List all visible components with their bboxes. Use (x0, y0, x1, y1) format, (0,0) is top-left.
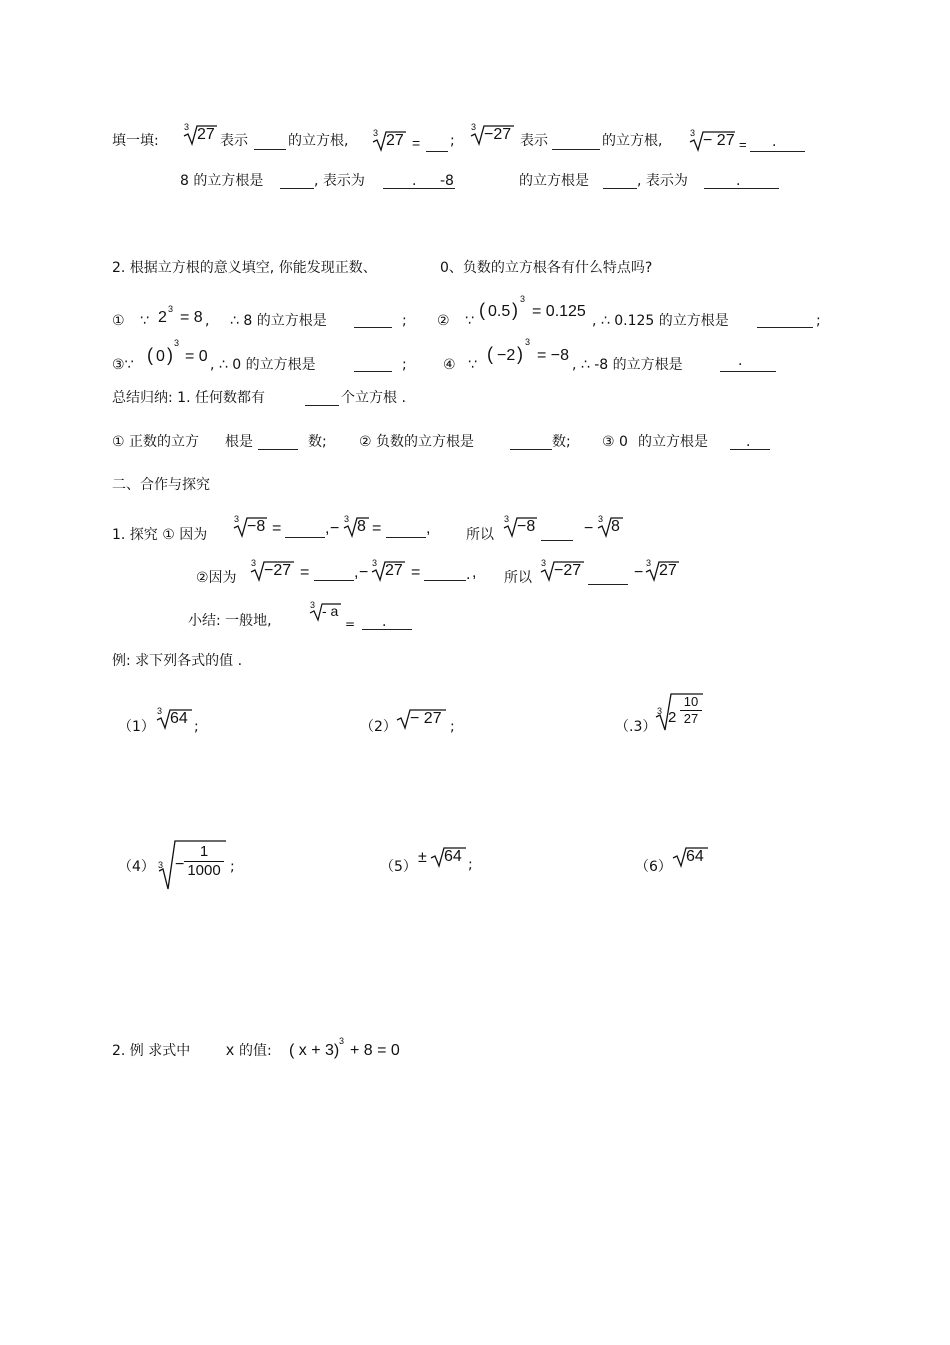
blank-15[interactable] (510, 435, 552, 450)
therefore-text: ∴ 8 的立方根是 (230, 313, 327, 329)
therefore-text: , ∴ 0 的立方根是 (210, 357, 316, 373)
blank-13[interactable] (305, 391, 339, 406)
cube-root-index: 3 (690, 128, 696, 138)
dot: . (412, 173, 417, 189)
sqrt-64: 64 (672, 846, 708, 868)
circled-4: ④ (443, 357, 456, 373)
because-symbol: ∵ (465, 313, 474, 329)
cube-root-8: 8 (343, 516, 369, 538)
dot: . (772, 134, 777, 150)
cube-root-index: 3 (251, 558, 257, 568)
left-paren: ( (487, 344, 493, 364)
blank-11[interactable] (354, 357, 392, 372)
cube-root-index: 3 (598, 514, 604, 524)
cube-root-index: 3 (471, 122, 477, 132)
blank-12[interactable] (720, 357, 776, 372)
fraction: 10 27 (680, 694, 702, 727)
blank-7[interactable] (603, 174, 637, 189)
left-paren: ( (479, 300, 485, 320)
blank-2[interactable] (426, 137, 448, 152)
blank-4[interactable] (750, 137, 805, 152)
base-2: 2 (158, 309, 167, 326)
exponent-3: 3 (174, 338, 180, 348)
so-text: 所以 (466, 527, 494, 543)
text-cube-root-is: 的立方根是 (519, 173, 589, 189)
cube-root-index: 3 (646, 558, 652, 568)
number-text: 数; (308, 434, 327, 450)
cube-root-index: 3 (310, 600, 316, 610)
exponent-3: 3 (339, 1036, 345, 1046)
minus: − (584, 520, 594, 537)
minus: − (634, 564, 644, 581)
semicolon: ; (402, 357, 407, 373)
cube-root-index: 3 (372, 558, 378, 568)
base-0-5: 0.5 (488, 303, 511, 320)
right-paren: ) (517, 344, 523, 364)
text-cube-root-of: 的立方根, (602, 133, 663, 149)
dot: . (382, 614, 387, 630)
cube-root-index: 3 (373, 128, 379, 138)
number-text: 数; (552, 434, 571, 450)
blank-17[interactable] (285, 523, 325, 538)
minus: − (330, 520, 340, 537)
cube-root-index: 3 (184, 122, 190, 132)
blank-22[interactable] (588, 570, 628, 585)
comma: , (426, 520, 431, 537)
whole-part: 2 (668, 709, 677, 726)
equals: = (412, 135, 421, 151)
explore-label: 1. 探究 ① 因为 (112, 527, 208, 543)
equals: = (345, 617, 356, 631)
semicolon: ; (402, 313, 407, 329)
blank-21[interactable] (424, 566, 466, 581)
comma: , (354, 564, 359, 581)
cube-root-index: 3 (158, 860, 164, 870)
base-neg2: −2 (497, 347, 516, 364)
base-0: 0 (156, 348, 165, 365)
blank-20[interactable] (314, 566, 354, 581)
right-paren: ) (167, 345, 173, 365)
question-2-text-cont: 0、负数的立方根各有什么特点吗? (440, 260, 653, 276)
blank-8[interactable] (704, 174, 779, 189)
fraction: 1 1000 (184, 843, 224, 880)
because-label: ②因为 (196, 570, 237, 586)
cube-root-index: 3 (344, 514, 350, 524)
section-title: 二、合作与探究 (112, 477, 210, 493)
text-represents: 表示 (520, 133, 548, 149)
minus: − (175, 856, 185, 873)
therefore-text: , ∴ 0.125 的立方根是 (592, 313, 729, 329)
problem-4-label: （4） (118, 859, 155, 875)
cube-root-neg-a: - a (309, 602, 341, 622)
problem-2-label: （2） (360, 719, 397, 735)
summary-text: 总结归纳: 1. 任何数都有 (112, 390, 265, 406)
variable-x: x (226, 1042, 234, 1059)
blank-3[interactable] (552, 135, 600, 150)
equation-left: ( x + 3) (289, 1042, 340, 1059)
cube-root-27: 27 (371, 560, 405, 582)
sqrt-64: 64 (430, 846, 466, 868)
because-symbol: ∵ (140, 313, 149, 329)
right-paren: ) (512, 300, 518, 320)
cube-root-index: 3 (541, 558, 547, 568)
zero-cube-root-text: ③ 0 (602, 434, 628, 450)
blank-10[interactable] (757, 313, 813, 328)
cube-root-27: 27 (645, 560, 679, 582)
cube-root-neg27: −27 (250, 560, 294, 582)
blank-5[interactable] (280, 174, 314, 189)
semicolon: ; (450, 719, 455, 735)
text-represents: 表示 (220, 133, 248, 149)
text-cube-root-of: 的立方根, (288, 133, 349, 149)
cube-root-index: 3 (234, 514, 240, 524)
positive-cube-root-text-2: 根是 (225, 434, 253, 450)
cube-root-neg8: −8 (503, 516, 537, 538)
blank-23[interactable] (362, 615, 412, 630)
minus: − (359, 564, 369, 581)
problem-3-label: （.3） (615, 719, 657, 735)
semicolon: ; (450, 133, 455, 149)
circled-3: ③∵ (112, 357, 134, 373)
text-expressed-as: , 表示为 (637, 173, 688, 189)
problem-6-label: （6） (635, 859, 672, 875)
circled-2: ② (437, 313, 450, 329)
summary-general: 小结: 一般地, (188, 613, 272, 629)
therefore-text: , ∴ -8 的立方根是 (572, 357, 683, 373)
equals-neg8: = −8 (537, 347, 570, 364)
comma: , (325, 520, 330, 537)
equation-right: + 8 = 0 (350, 1042, 400, 1059)
blank-19[interactable] (541, 526, 573, 541)
exponent-3: 3 (168, 304, 174, 314)
semicolon: ; (230, 859, 235, 875)
blank-14[interactable] (258, 435, 298, 450)
cube-root-27: 27 (183, 124, 217, 146)
dot: . (466, 567, 471, 583)
summary-text-cont: 个立方根 . (341, 390, 406, 406)
blank-18[interactable] (386, 523, 426, 538)
text-neg8: -8 (440, 173, 454, 189)
cube-root-27: 27 (372, 130, 406, 152)
value-text: 的值: (239, 1043, 272, 1059)
dot: . (738, 353, 743, 369)
left-paren: ( (147, 345, 153, 365)
zero-cube-root-text-2: 的立方根是 (638, 434, 708, 450)
semicolon: ; (468, 857, 473, 873)
equals: = (300, 564, 310, 581)
problem-1-label: （1） (118, 719, 155, 735)
blank-1[interactable] (254, 135, 286, 150)
cube-root-neg8: −8 (233, 516, 267, 538)
equals: = (739, 137, 747, 152)
because-symbol: ∵ (468, 357, 477, 373)
cube-root-index: 3 (657, 706, 663, 716)
comma: , (205, 313, 210, 329)
problem-5-label: （5） (380, 859, 417, 875)
cube-root-neg27: −27 (470, 124, 514, 146)
plus-minus: ± (418, 849, 427, 866)
equals-0125: = 0.125 (532, 303, 586, 320)
exponent-3: 3 (525, 337, 531, 347)
cube-root-neg27: − 27 (689, 130, 735, 152)
cube-root-neg27: −27 (540, 560, 584, 582)
text-8-cube-root: 8 的立方根是 (180, 173, 264, 189)
comma: , (472, 564, 477, 581)
equals: = (411, 564, 421, 581)
cube-root-index: 3 (504, 514, 510, 524)
cube-root-index: 3 (157, 706, 163, 716)
blank-9[interactable] (354, 313, 392, 328)
equals: = (372, 520, 382, 537)
equals-8: = 8 (180, 309, 203, 326)
equals-0: = 0 (185, 348, 208, 365)
fill-label: 填一填: (112, 133, 159, 149)
positive-cube-root-text: ① 正数的立方 (112, 434, 200, 450)
text-expressed-as: , 表示为 (314, 173, 365, 189)
negative-cube-root-text: ② 负数的立方根是 (359, 434, 475, 450)
sqrt-neg27: − 27 (396, 708, 446, 730)
final-question-label: 2. 例 求式中 (112, 1043, 191, 1059)
exponent-3: 3 (520, 294, 526, 304)
cube-root-64: 64 (156, 708, 192, 730)
circled-1: ① (112, 313, 125, 329)
semicolon: ; (816, 313, 821, 329)
dot: . (736, 173, 741, 189)
so-text: 所以 (504, 570, 532, 586)
example-text: 例: 求下列各式的值 . (112, 653, 243, 669)
question-2-text: 2. 根据立方根的意义填空, 你能发现正数、 (112, 260, 377, 276)
equals: = (272, 520, 282, 537)
semicolon: ; (194, 719, 199, 735)
dot: . (746, 434, 751, 450)
cube-root-8: 8 (597, 516, 623, 538)
